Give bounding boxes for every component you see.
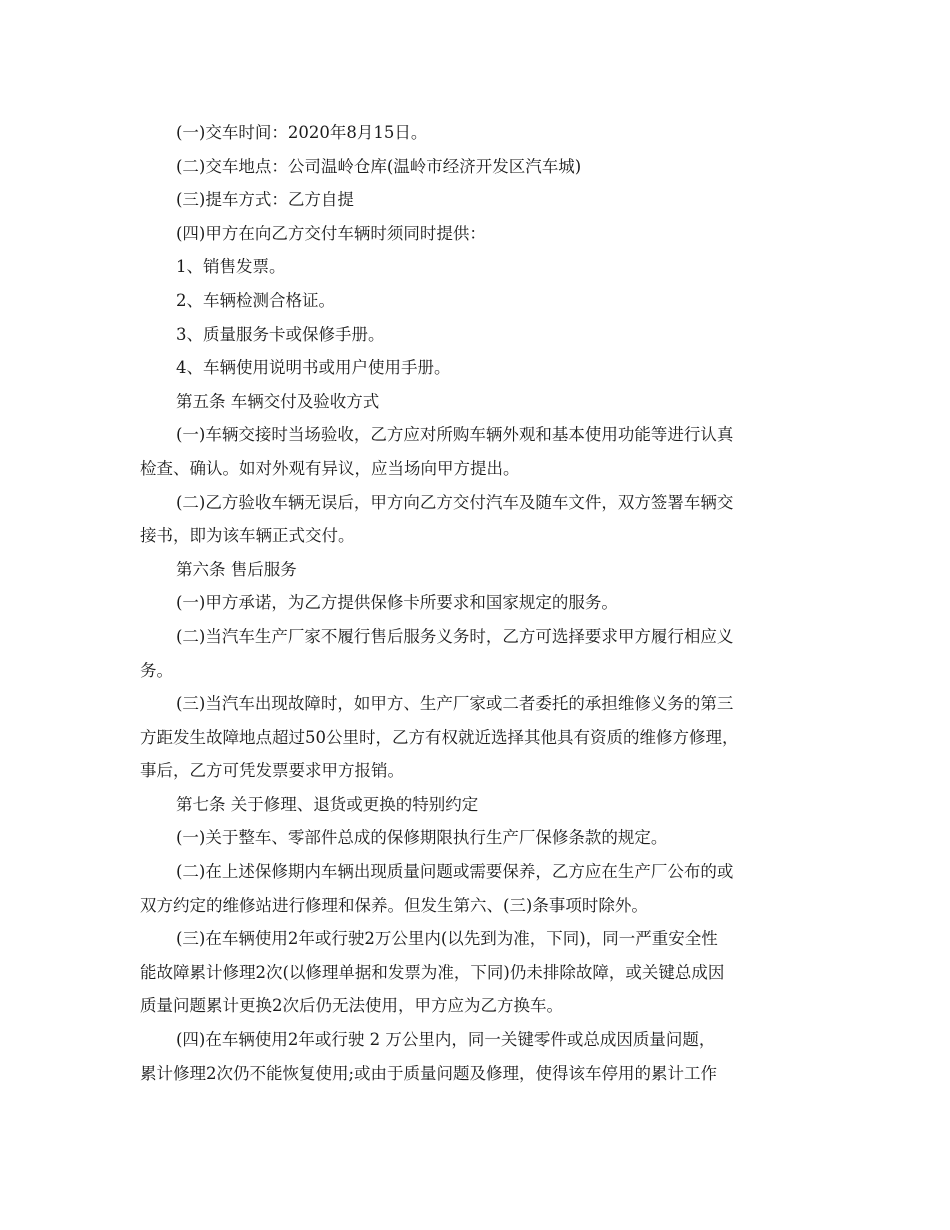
document-line: (二)在上述保修期内车辆出现质量问题或需要保养，乙方应在生产厂公布的或 [176,862,734,882]
document-line: 1、销售发票。 [176,257,286,277]
document-line: (四)甲方在向乙方交付车辆时须同时提供： [176,223,486,243]
document-line: (二)交车地点：公司温岭仓库(温岭市经济开发区汽车城) [176,156,582,176]
document-line: 第五条 车辆交付及验收方式 [176,391,380,411]
document-line: 2、车辆检测合格证。 [176,290,335,310]
document-line: 累计修理2次仍不能恢复使用;或由于质量问题及修理，使得该车停用的累计工作 [140,1063,718,1083]
document-line: (三)提车方式：乙方自提 [176,190,354,210]
document-line: 3、质量服务卡或保修手册。 [176,324,385,344]
document-line: 能故障累计修理2次(以修理单据和发票为准，下同)仍未排除故障，或关键总成因 [140,962,725,982]
document-body [140,116,820,1090]
document-line: 4、车辆使用说明书或用户使用手册。 [176,358,451,378]
document-line: (二)当汽车生产厂家不履行售后服务义务时，乙方可选择要求甲方履行相应义 [176,626,734,646]
document-line: (三)在车辆使用2年或行驶2万公里内(以先到为准，下同)，同一严重安全性 [176,929,718,949]
document-line: 方距发生故障地点超过50公里时，乙方有权就近选择其他具有资质的维修方修理， [140,727,739,747]
document-line: 检查、确认。如对外观有异议，应当场向甲方提出。 [140,458,520,478]
document-line: 质量问题累计更换2次后仍无法使用，甲方应为乙方换车。 [140,996,563,1016]
document-line: (一)车辆交接时当场验收，乙方应对所购车辆外观和基本使用功能等进行认真 [176,425,734,445]
document-line: 接书，即为该车辆正式交付。 [140,526,355,546]
document-line: (二)乙方验收车辆无误后，甲方向乙方交付汽车及随车文件，双方签署车辆交 [176,492,734,512]
document-line: (三)当汽车出现故障时，如甲方、生产厂家或二者委托的承担维修义务的第三 [176,694,734,714]
document-line: 第七条 关于修理、退货或更换的特别约定 [176,794,479,814]
document-line: 务。 [140,660,173,680]
document-line: 双方约定的维修站进行修理和保养。但发生第六、(三)条事项时除外。 [140,895,648,915]
document-line: (一)交车时间：2020年8月15日。 [176,123,428,142]
document-line: 事后，乙方可凭发票要求甲方报销。 [140,761,404,781]
document-line: (一)关于整车、零部件总成的保修期限执行生产厂保修条款的规定。 [176,828,668,848]
document-line: (一)甲方承诺，为乙方提供保修卡所要求和国家规定的服务。 [176,593,618,613]
document-line: (四)在车辆使用2年或行驶 2 万公里内，同一关键零件或总成因质量问题， [176,1030,716,1050]
document-line: 第六条 售后服务 [176,559,297,579]
